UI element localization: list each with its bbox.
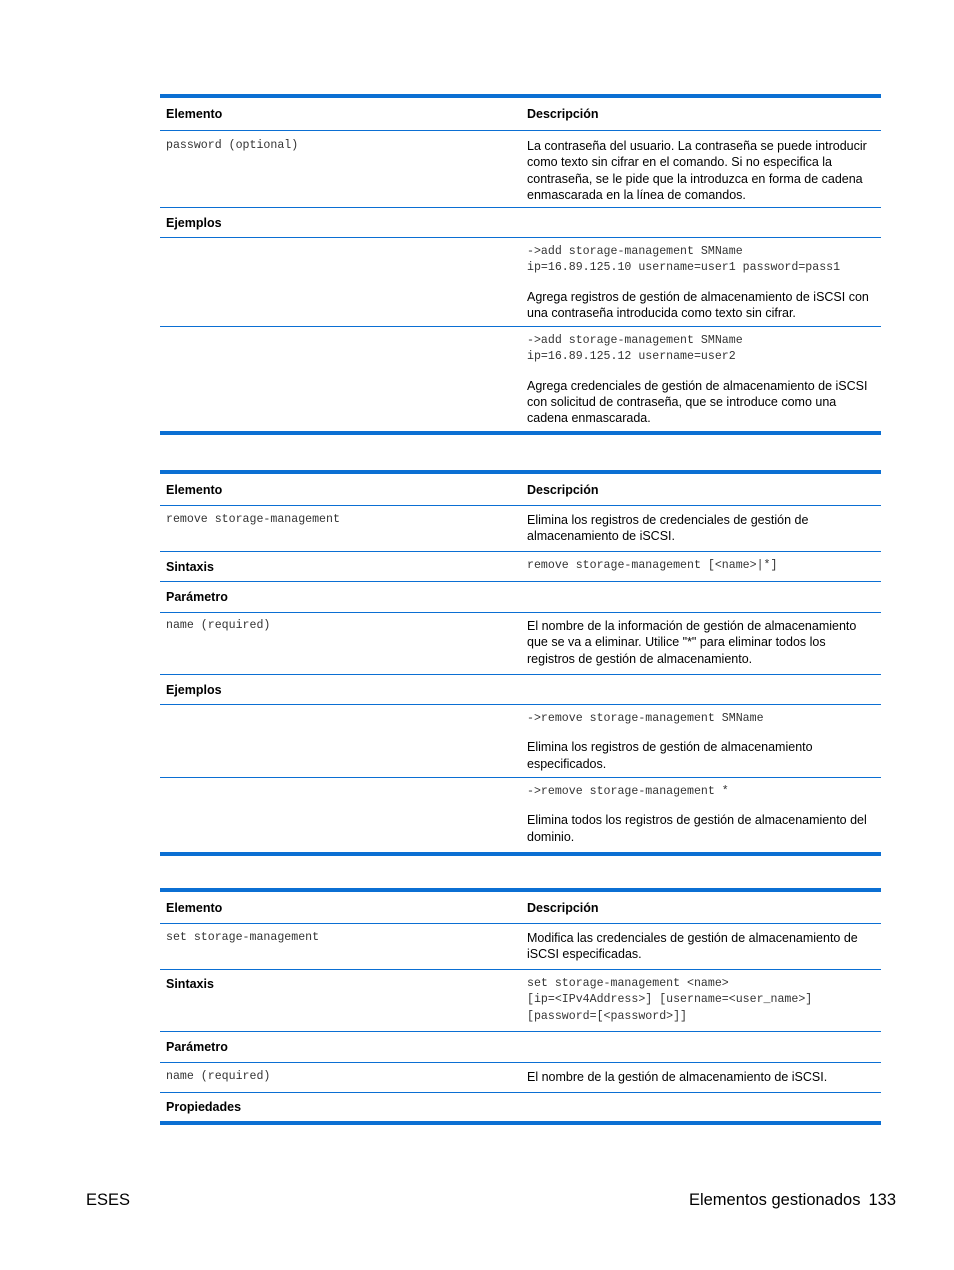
page-number: 133 — [868, 1191, 896, 1209]
param-name: name (required) — [166, 619, 271, 632]
parameter-label: Parámetro — [166, 590, 228, 604]
syntax-text: remove storage-management [<name>|*] — [527, 559, 778, 573]
example-command: ->add storage-management SMName ip=16.89.125.10 username=user1 password=pass1 — [527, 245, 841, 275]
examples-label: Ejemplos — [166, 215, 222, 230]
table-row — [160, 552, 881, 582]
syntax-text: set storage-management <name> [ip=<IPv4Address>] [username=<user_name>] [password=[<password>]] — [527, 977, 813, 1023]
table-row — [160, 613, 881, 675]
command-description: Elimina los registros de credenciales de gestión de almacenamiento de iSCSI. — [527, 513, 809, 544]
example-row — [160, 238, 881, 327]
example-description: Agrega credenciales de gestión de almacenamiento de iSCSI con solicitud de contraseña, que se introduce como una cadena enmascarada. — [527, 378, 868, 426]
table-row — [160, 506, 881, 552]
param-name: name (required) — [166, 1070, 271, 1084]
example-row — [160, 778, 881, 852]
table-row — [160, 970, 881, 1032]
header-description: Descripción — [527, 482, 599, 497]
header-description: Descripción — [527, 900, 599, 915]
table-header — [160, 892, 881, 924]
table-header — [160, 98, 881, 131]
header-element: Elemento — [166, 482, 223, 497]
footer-section-title: Elementos gestionados — [688, 1191, 861, 1209]
table-row — [160, 208, 881, 238]
syntax-label: Sintaxis — [166, 977, 214, 991]
example-command: ->add storage-management SMName ip=16.89.125.12 username=user2 — [527, 334, 743, 364]
examples-label: Ejemplos — [166, 682, 222, 697]
table-header — [160, 474, 881, 506]
example-description: Elimina todos los registros de gestión de almacenamiento del dominio. — [527, 813, 867, 844]
command-name: remove storage-management — [166, 513, 340, 526]
table-remove-storage-management — [160, 470, 881, 856]
param-description: El nombre de la información de gestión de almacenamiento que se va a eliminar. Utilice "*" para eliminar todos los registros de gestión de almacenamiento. — [527, 619, 857, 666]
param-description: El nombre de la gestión de almacenamiento de iSCSI. — [527, 1070, 828, 1085]
command-description: Modifica las credenciales de gestión de almacenamiento de iSCSI especificadas. — [527, 931, 858, 962]
table-row — [160, 675, 881, 705]
properties-label: Propiedades — [166, 1100, 242, 1114]
footer-section — [689, 1191, 896, 1210]
table-row — [160, 131, 881, 208]
table-password-param — [160, 94, 881, 435]
example-command: ->remove storage-management * — [527, 785, 729, 798]
syntax-label: Sintaxis — [166, 559, 214, 574]
table-row — [160, 582, 881, 613]
footer-locale: ESES — [86, 1191, 131, 1209]
param-name: password (optional) — [166, 139, 299, 152]
table-row — [160, 1032, 881, 1063]
header-element: Elemento — [166, 900, 223, 915]
table-set-storage-management — [160, 888, 881, 1125]
table-row — [160, 924, 881, 970]
example-description: Elimina los registros de gestión de almacenamiento especificados. — [527, 740, 813, 771]
param-description: La contraseña del usuario. La contraseña se puede introducir como texto sin cifrar en el comando. Si no especifica la contraseña, se le pide que la introduzca en forma de cadena enmascarada en la línea de comandos. — [527, 139, 867, 202]
header-element: Elemento — [166, 107, 223, 121]
command-name: set storage-management — [166, 931, 320, 944]
table-row — [160, 1093, 881, 1121]
example-row — [160, 327, 881, 431]
example-row — [160, 705, 881, 778]
parameter-label: Parámetro — [166, 1040, 228, 1054]
header-description: Descripción — [527, 107, 599, 121]
example-command: ->remove storage-management SMName — [527, 712, 764, 725]
table-row — [160, 1063, 881, 1093]
example-description: Agrega registros de gestión de almacenamiento de iSCSI con una contraseña introducida como texto sin cifrar. — [527, 289, 869, 320]
